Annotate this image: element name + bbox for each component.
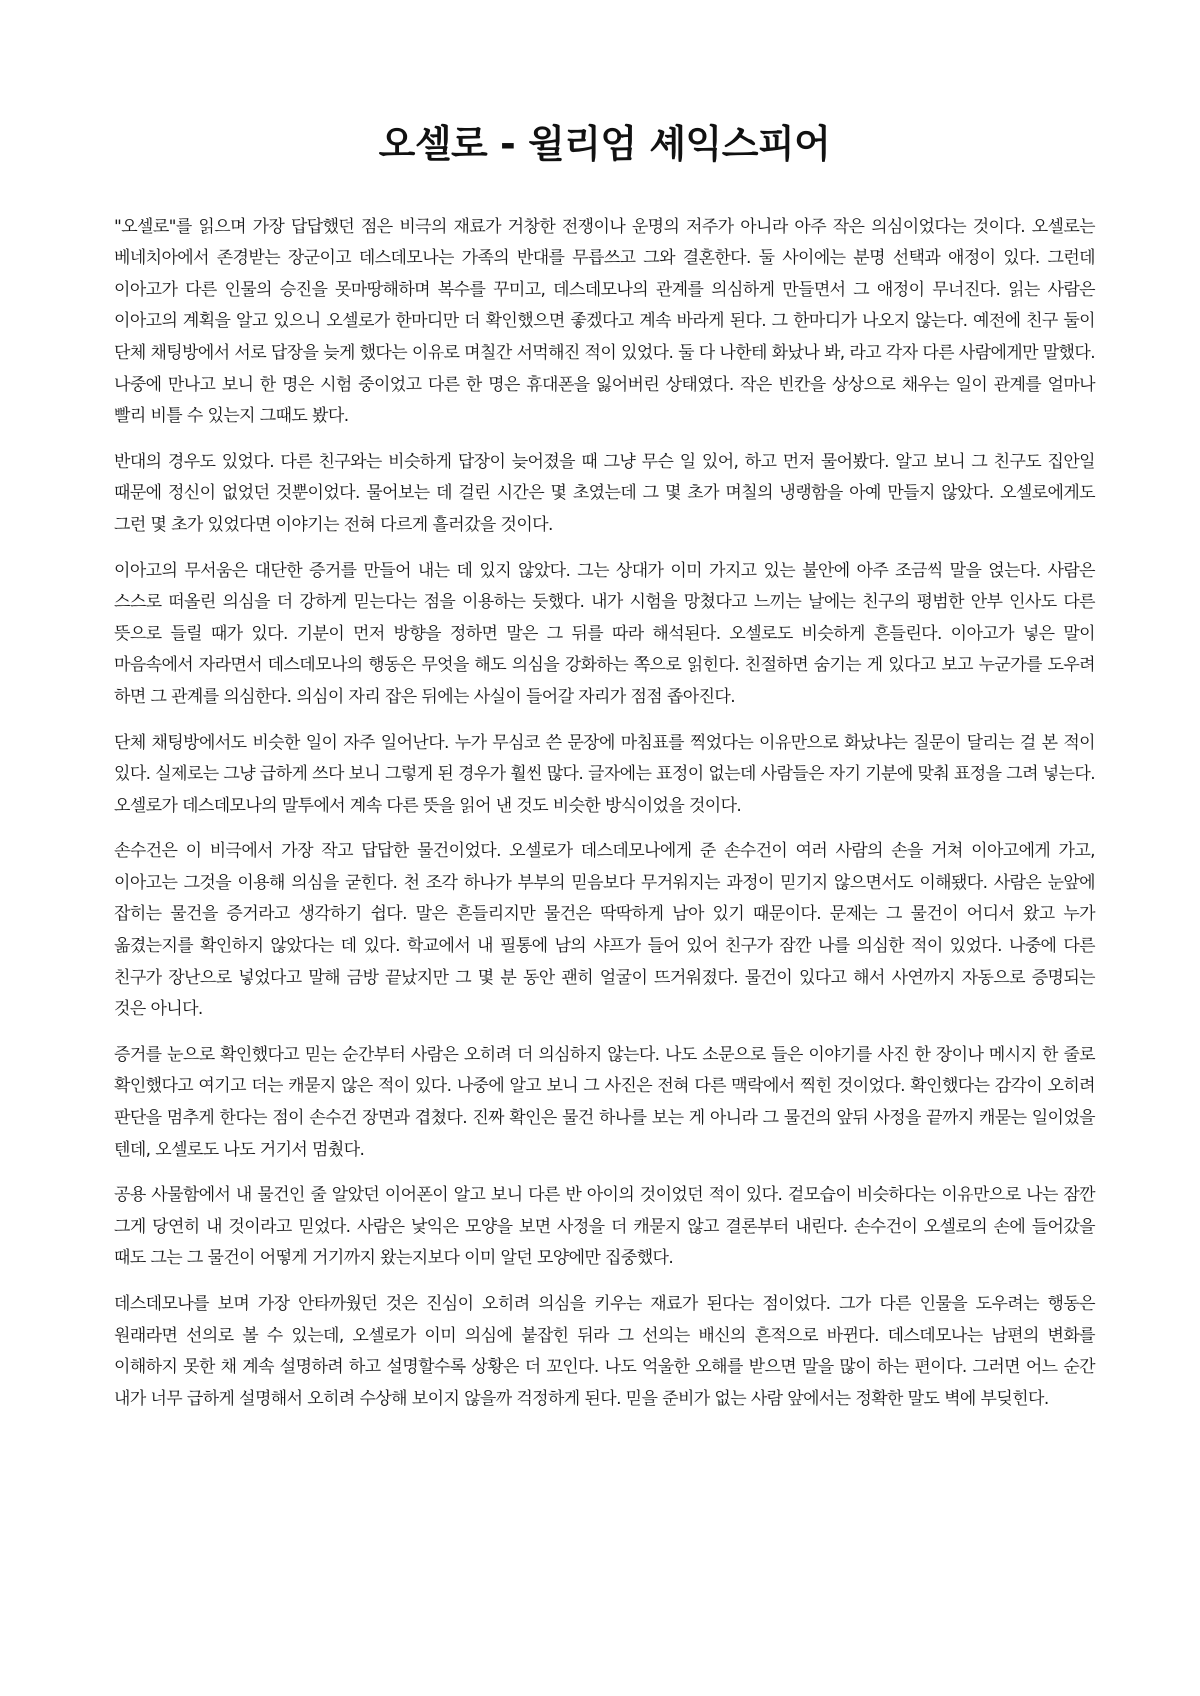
paragraph-8: 데스데모나를 보며 가장 안타까웠던 것은 진심이 오히려 의심을 키우는 재료가 된다는 점이었다. 그가 다른 인물을 도우려는 행동은 원래라면 선의로 볼 수 있는데, 오셀로가 이미 의심에 붙잡힌 뒤라 그 선의는 배신의 흔적으로 바뀐다. 데스데모나는 남편의 변화를 이해하지 못한 채 계속 설명하려 하고 설명할수록 상황은 더 꼬인다. 나도 억울한 오해를 받으면 말을 많이 하는 편이다. 그러면 어느 순간 내가 너무 급하게 설명해서 오히려 수상해 보이지 않을까 걱정하게 된다. 믿을 준비가 없는 사람 앞에서는 정확한 말도 벽에 부딪힌다. [114,1294,1095,1409]
document-title: 오셀로 - 윌리엄 셰익스피어 [378,122,831,166]
paragraph-3: 이아고의 무서움은 대단한 증거를 만들어 내는 데 있지 않았다. 그는 상대가 이미 가지고 있는 불안에 아주 조금씩 말을 얹는다. 사람은 스스로 떠올린 의심을 더 강하게 믿는다는 점을 이용하는 듯했다. 내가 시험을 망쳤다고 느끼는 날에는 친구의 평범한 안부 인사도 다른 뜻으로 들릴 때가 있다. 기분이 먼저 방향을 정하면 말은 그 뒤를 따라 해석된다. 오셀로도 비슷하게 흔들린다. 이아고가 넣은 말이 마음속에서 자라면서 데스데모나의 행동은 무엇을 해도 의심을 강화하는 쪽으로 읽힌다. 친절하면 숨기는 게 있다고 보고 누군가를 도우려 하면 그 관계를 의심한다. 의심이 자리 잡은 뒤에는 사실이 들어갈 자리가 점점 좁아진다. [114,560,1095,707]
paragraph-4: 단체 채팅방에서도 비슷한 일이 자주 일어난다. 누가 무심코 쓴 문장에 마침표를 찍었다는 이유만으로 화났냐는 질문이 달리는 걸 본 적이 있다. 실제로는 그냥 급하게 쓰다 보니 그렇게 된 경우가 훨씬 많다. 글자에는 표정이 없는데 사람들은 자기 기분에 맞춰 표정을 그려 넣는다. 오셀로가 데스데모나의 말투에서 계속 다른 뜻을 읽어 낸 것도 비슷한 방식이었을 것이다. [114,732,1095,816]
document-body [114,212,1095,1416]
paragraph-5: 손수건은 이 비극에서 가장 작고 답답한 물건이었다. 오셀로가 데스데모나에게 준 손수건이 여러 사람의 손을 거쳐 이아고에게 가고, 이아고는 그것을 이용해 의심을 굳힌다. 천 조각 하나가 부부의 믿음보다 무거워지는 과정이 믿기지 않으면서도 이해됐다. 사람은 눈앞에 잡히는 물건을 증거라고 생각하기 쉽다. 말은 흔들리지만 물건은 딱딱하게 남아 있기 때문이다. 문제는 그 물건이 어디서 왔고 누가 옮겼는지를 확인하지 않았다는 데 있다. 학교에서 내 필통에 남의 샤프가 들어 있어 친구가 잠깐 나를 의심한 적이 있었다. 나중에 다른 친구가 장난으로 넣었다고 말해 금방 끝났지만 그 몇 분 동안 괜히 얼굴이 뜨거워졌다. 물건이 있다고 해서 사연까지 자동으로 증명되는 것은 아니다. [114,841,1095,1020]
paragraph-2: 반대의 경우도 있었다. 다른 친구와는 비슷하게 답장이 늦어졌을 때 그냥 무슨 일 있어, 하고 먼저 물어봤다. 알고 보니 그 친구도 집안일 때문에 정신이 없었던 것뿐이었다. 물어보는 데 걸린 시간은 몇 초였는데 그 몇 초가 며칠의 냉랭함을 아예 만들지 않았다. 오셀로에게도 그런 몇 초가 있었다면 이야기는 전혀 다르게 흘러갔을 것이다. [114,451,1095,535]
paragraph-1: "오셀로"를 읽으며 가장 답답했던 점은 비극의 재료가 거창한 전쟁이나 운명의 저주가 아니라 아주 작은 의심이었다는 것이다. 오셀로는 베네치아에서 존경받는 장군이고 데스데모나는 가족의 반대를 무릅쓰고 그와 결혼한다. 둘 사이에는 분명 선택과 애정이 있다. 그런데 이아고가 다른 인물의 승진을 못마땅해하며 복수를 꾸미고, 데스데모나의 관계를 의심하게 만들면서 그 애정이 무너진다. 읽는 사람은 이아고의 계획을 알고 있으니 오셀로가 한마디만 더 확인했으면 좋겠다고 계속 바라게 된다. 그 한마디가 나오지 않는다. 예전에 친구 둘이 단체 채팅방에서 서로 답장을 늦게 했다는 이유로 며칠간 서먹해진 적이 있었다. 둘 다 나한테 화났나 봐, 라고 각자 다른 사람에게만 말했다. 나중에 만나고 보니 한 명은 시험 중이었고 다른 한 명은 휴대폰을 잃어버린 상태였다. 작은 빈칸을 상상으로 채우는 일이 관계를 얼마나 빨리 비틀 수 있는지 그때도 봤다. [114,216,1095,427]
paragraph-6: 증거를 눈으로 확인했다고 믿는 순간부터 사람은 오히려 더 의심하지 않는다. 나도 소문으로 들은 이야기를 사진 한 장이나 메시지 한 줄로 확인했다고 여기고 더는 캐묻지 않은 적이 있다. 나중에 알고 보니 그 사진은 전혀 다른 맥락에서 찍힌 것이었다. 확인했다는 감각이 오히려 판단을 멈추게 한다는 점이 손수건 장면과 겹쳤다. 진짜 확인은 물건 하나를 보는 게 아니라 그 물건의 앞뒤 사정을 끝까지 캐묻는 일이었을 텐데, 오셀로도 나도 거기서 멈췄다. [114,1044,1095,1160]
paragraph-7: 공용 사물함에서 내 물건인 줄 알았던 이어폰이 알고 보니 다른 반 아이의 것이었던 적이 있다. 겉모습이 비슷하다는 이유만으로 나는 잠깐 그게 당연히 내 것이라고 믿었다. 사람은 낯익은 모양을 보면 사정을 더 캐묻지 않고 결론부터 내린다. 손수건이 오셀로의 손에 들어갔을 때도 그는 그 물건이 어떻게 거기까지 왔는지보다 이미 알던 모양에만 집중했다. [114,1185,1095,1269]
